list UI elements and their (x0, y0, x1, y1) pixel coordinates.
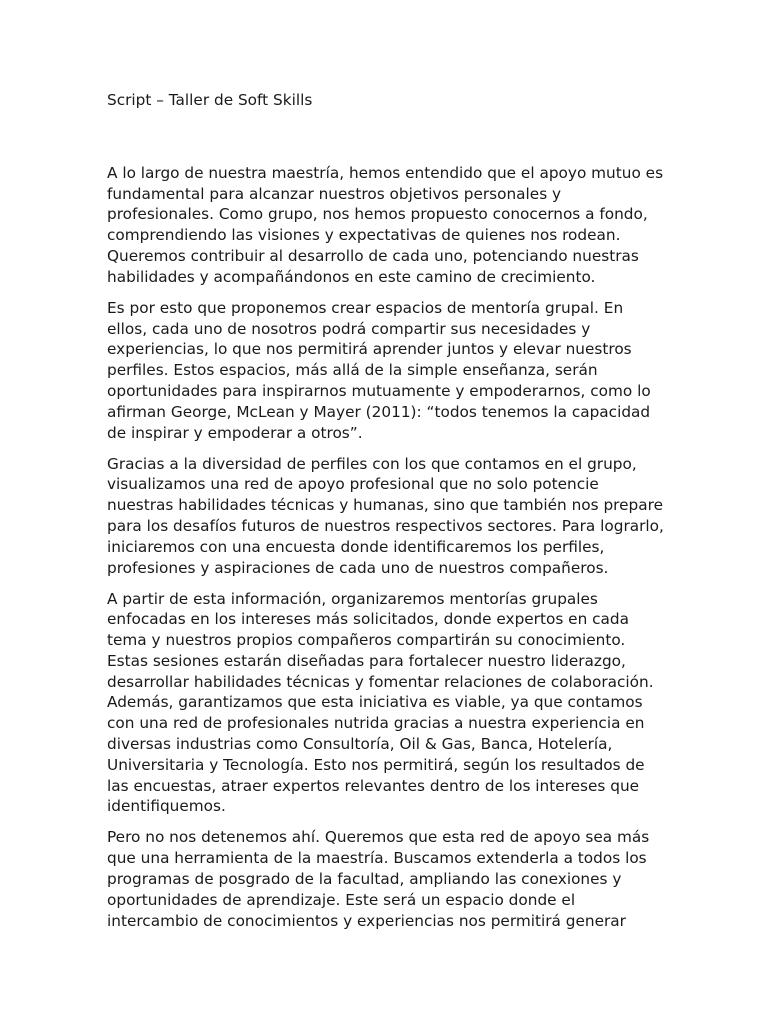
paragraph-5: Pero no nos detenemos ahí. Queremos que esta red de apoyo sea más que una herramienta de la maestría. Buscamos extenderla a todos los programas de posgrado de la facultad, ampliando las conexiones y oportunidades de aprendizaje. Este será un espacio donde el intercambio de conocimientos y experiencias nos permitirá generar (107, 828, 650, 930)
document-title: Script – Taller de Soft Skills (107, 91, 313, 109)
paragraph-1: A lo largo de nuestra maestría, hemos entendido que el apoyo mutuo es fundamental para alcanzar nuestros objetivos personales y profesionales. Como grupo, nos hemos propuesto conocernos a fondo, comprendiendo las visiones y expectativas de quienes nos rodean. Queremos contribuir al desarrollo de cada uno, potenciando nuestras habilidades y acompañándonos en este camino de crecimiento. (107, 163, 664, 286)
paragraph-4: A partir de esta información, organizaremos mentorías grupales enfocadas en los intereses más solicitados, donde expertos en cada tema y nuestros propios compañeros compartirán su conocimiento. Estas sesiones estarán diseñadas para fortalecer nuestro liderazgo, desarrollar habilidades técnicas y fomentar relaciones de colaboración. Además, garantizamos que esta iniciativa es viable, ya que contamos con una red de profesionales nutrida gracias a nuestra experiencia en diversas industrias como Consultoría, Oil & Gas, Banca, Hotelería, Universitaria y Tecnología. Esto nos permitirá, según los resultados de las encuestas, atraer expertos relevantes dentro de los intereses que identifiquemos. (107, 589, 654, 816)
paragraph-3: Gracias a la diversidad de perfiles con los que contamos en el grupo, visualizamos una red de apoyo profesional que no solo potencie nuestras habilidades técnicas y humanas, sino que también nos prepare para los desafíos futuros de nuestros respectivos sectores. Para lograrlo, iniciaremos con una encuesta donde identificaremos los perfiles, profesiones y aspiraciones de cada uno de nuestros compañeros. (107, 454, 664, 577)
paragraph-2: Es por esto que proponemos crear espacios de mentoría grupal. En ellos, cada uno de nosotros podrá compartir sus necesidades y experiencias, lo que nos permitirá aprender juntos y elevar nuestros perfiles. Estos espacios, más allá de la simple enseñanza, serán oportunidades para inspirarnos mutuamente y empoderarnos, como lo afirman George, McLean y Mayer (2011): “todos tenemos la capacidad de inspirar y empoderar a otros”. (107, 298, 651, 442)
document-page (107, 90, 667, 942)
